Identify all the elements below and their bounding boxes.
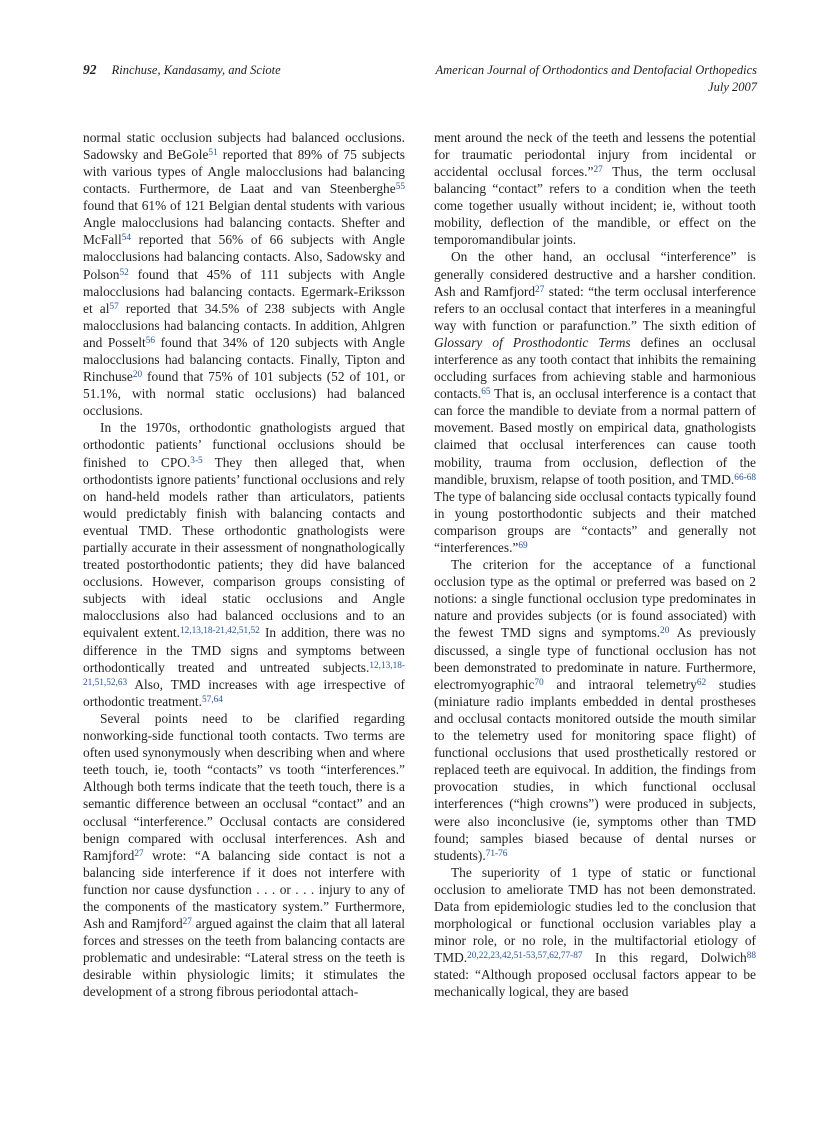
left-column bbox=[83, 129, 405, 1001]
citation-link[interactable]: 57,64 bbox=[202, 694, 223, 705]
paragraph: On the other hand, an occlusal “interference” is generally considered destructive and a harsher condition. Ash and Ramfjord$^{27}$ stated: “the term occlusal interference refers to an occlusal contact that interferes in a meaningful way with function or parafunction.” The sixth edition of Glossary of Prosthodontic Terms defines an occlusal interference as any tooth contact that inhibits the remaining occluding surfaces from achieving stable and harmonious contacts.$^{65}$ That is, an occlusal interference is a contact that can force the mandible to deviate from a normal pattern of movement. Based mostly on empirical data, gnathologists claimed that occlusal interferences can cause tooth mobility, trauma from occlusion, deflection of the mandible, bruxism, relapse of tooth position, and TMD.$^{66-68}$ The type of balancing side occlusal contacts typically found in young postorthodontic subjects and their matched comparison groups are “contacts” and generally not “interferences.”$^{69}$ bbox=[434, 249, 756, 555]
citation-link[interactable]: 12,13,18-21,51,52,63 bbox=[83, 660, 405, 688]
running-head-right bbox=[436, 62, 758, 96]
page-number: 92 bbox=[83, 62, 97, 77]
citation-link[interactable]: 66-68 bbox=[734, 472, 756, 483]
citation-link[interactable]: 27 bbox=[182, 917, 192, 928]
paragraph: In the 1970s, orthodontic gnathologists argued that orthodontic patients’ functional occlusions should be finished to CPO.$^{3-5}$ They then alleged that, when orthodontists ignore patients’ functional occlusions and rely on hand-held models rather than articulators, patients would predictably finish with balancing contacts and eventual TMD. These orthodontic gnathologists were partially accurate in their assessment of nongnathologically treated postorthodontic patients; they did have balanced occlusions. However, comparison groups consisting of subjects with ideal static occlusions and Angle malocclusions also had balanced occlusions and to an equivalent extent.$^{12,13,18-21,42,51,52}$ In addition, there was no difference in the TMD signs and symptoms between orthodontically treated and untreated subjects.$^{12,13,18-21,51,52,63}$ Also, TMD increases with age irrespective of orthodontic treatment.$^{57,64}$ bbox=[83, 420, 406, 709]
citation-link[interactable]: 20 bbox=[132, 370, 143, 381]
article-body bbox=[83, 129, 757, 1001]
citation-link[interactable]: 51 bbox=[208, 147, 218, 158]
journal-name: American Journal of Orthodontics and Dentofacial Orthopedics bbox=[435, 63, 757, 77]
running-head bbox=[83, 62, 757, 96]
citation-link[interactable]: 55 bbox=[395, 182, 405, 193]
citation-link[interactable]: 52 bbox=[119, 267, 129, 278]
paragraph: Several points need to be clarified regarding nonworking-side functional tooth contacts. Two terms are often used synonymously when describing when and where teeth touch, ie, tooth “contacts” vs tooth “interferences.” Although both terms indicate that the teeth touch, there is a semantic difference between an occlusal “contact” and an occlusal “interference.” Occlusal contacts are considered benign compared with occlusal interferences. Ash and Ramjford$^{27}$ wrote: “A balancing side contact is not a balancing side interference if it does not interfere with function nor cause dysfunction . . . or . . . injury to any of the components of the masticatory system.” Furthermore, Ash and Ramjford$^{27}$ argued against the claim that all lateral forces and stresses on the teeth from balancing contacts are problematic and undesirable: “Lateral stress on the teeth is desirable within physiologic limits; it stimulates the development of a strong fibrous periodontal attach- bbox=[83, 710, 405, 1000]
paragraph: ment around the neck of the teeth and lessens the potential for traumatic periodontal injury from incidental or accidental occlusal forces.”$^{27}$ Thus, the term occlusal balancing “contact” refers to a condition when the teeth come together usually without incident; ie, without tooth mobility, deflection of the mandible, or effect on the temporomandibular joints. bbox=[434, 129, 756, 248]
paragraph: The superiority of 1 type of static or functional occlusion to ameliorate TMD has not been demonstrated. Data from epidemiologic studies led to the conclusion that morphological or functional occlusion variables play a minor role, or no role, in the multifactorial etiology of TMD.$^{20,22,23,42,51-53,57,62,77-87}$ In this regard, Dolwich$^{88}$ stated: “Although proposed occlusal factors appear to be mechanically logical, they are based bbox=[434, 864, 756, 1000]
citation-link[interactable]: 27 bbox=[134, 848, 144, 859]
running-head-left bbox=[83, 62, 281, 78]
citation-link[interactable]: 56 bbox=[145, 335, 156, 346]
citation-link[interactable]: 20 bbox=[660, 626, 670, 637]
paragraph: normal static occlusion subjects had balanced occlusions. Sadowsky and BeGole$^{51}$ reported that 89% of 75 subjects with various types of Angle malocclusions had balancing contacts. Furthermore, de Laat and van Steenberghe$^{55}$ found that 61% of 121 Belgian dental students with various Angle malocclusions had balancing contacts. Shefter and McFall$^{54}$ reported that 56% of 66 subjects with Angle malocclusions had balancing contacts. Also, Sadowsky and Polson$^{52}$ found that 45% of 111 subjects with Angle malocclusions had balancing contacts. Egermark-Eriksson et al$^{57}$ reported that 34.5% of 238 subjects with Angle malocclusions had balancing contacts. In addition, Ahlgren and Posselt$^{56}$ found that 34% of 120 subjects with Angle malocclusions had balancing contacts. Finally, Tipton and Rinchuse$^{20}$ found that 75% of 101 subjects (52 of 101, or 51.1%, with normal static occlusions) had balanced occlusions. bbox=[83, 129, 405, 419]
citation-link[interactable]: 3-5 bbox=[190, 455, 203, 466]
citation-link[interactable]: 27 bbox=[593, 164, 603, 175]
italic-book-title: Glossary of Prosthodontic Terms bbox=[434, 334, 631, 350]
citation-link[interactable]: 65 bbox=[481, 387, 491, 398]
issue-date: July 2007 bbox=[708, 79, 757, 94]
citation-link[interactable]: 57 bbox=[109, 301, 119, 312]
citation-link[interactable]: 62 bbox=[696, 677, 707, 688]
right-column bbox=[434, 129, 756, 1001]
citation-link[interactable]: 54 bbox=[121, 233, 131, 244]
citation-link[interactable]: 12,13,18-21,42,51,52 bbox=[180, 626, 260, 637]
citation-link[interactable]: 20,22,23,42,51-53,57,62,77-87 bbox=[467, 951, 583, 962]
citation-link[interactable]: 69 bbox=[518, 541, 528, 551]
running-head-authors: Rinchuse, Kandasamy, and Sciote bbox=[111, 63, 281, 77]
citation-link[interactable]: 70 bbox=[534, 677, 544, 688]
citation-link[interactable]: 27 bbox=[535, 284, 545, 295]
paragraph: The criterion for the acceptance of a functional occlusion type as the optimal or preferred was based on 2 notions: a single functional occlusion type predominates in nature and provides subjects (or is found associated) with the fewest TMD signs and symptoms.$^{20}$ As previously discussed, a single type of functional occlusion has not been demonstrated to predominate in nature. Furthermore, electromyographic$^{70}$ and intraoral telemetry$^{62}$ studies (miniature radio implants embedded in dental prostheses and occlusal contacts monitored outside the mouth similar to the telemetry used for monitoring space flight) of functional occlusions that used prosthetically restored or replaced teeth are equivocal. In addition, the findings from provocation studies, in which functional occlusal interferences (“high crowns”) were produced in subjects, were also inconclusive (ie, symptoms other than TMD found; samples biased because of dental nurses or students).$^{71-76}$ bbox=[434, 557, 757, 863]
citation-link[interactable]: 71-76 bbox=[485, 848, 508, 859]
citation-link[interactable]: 88 bbox=[746, 951, 756, 962]
